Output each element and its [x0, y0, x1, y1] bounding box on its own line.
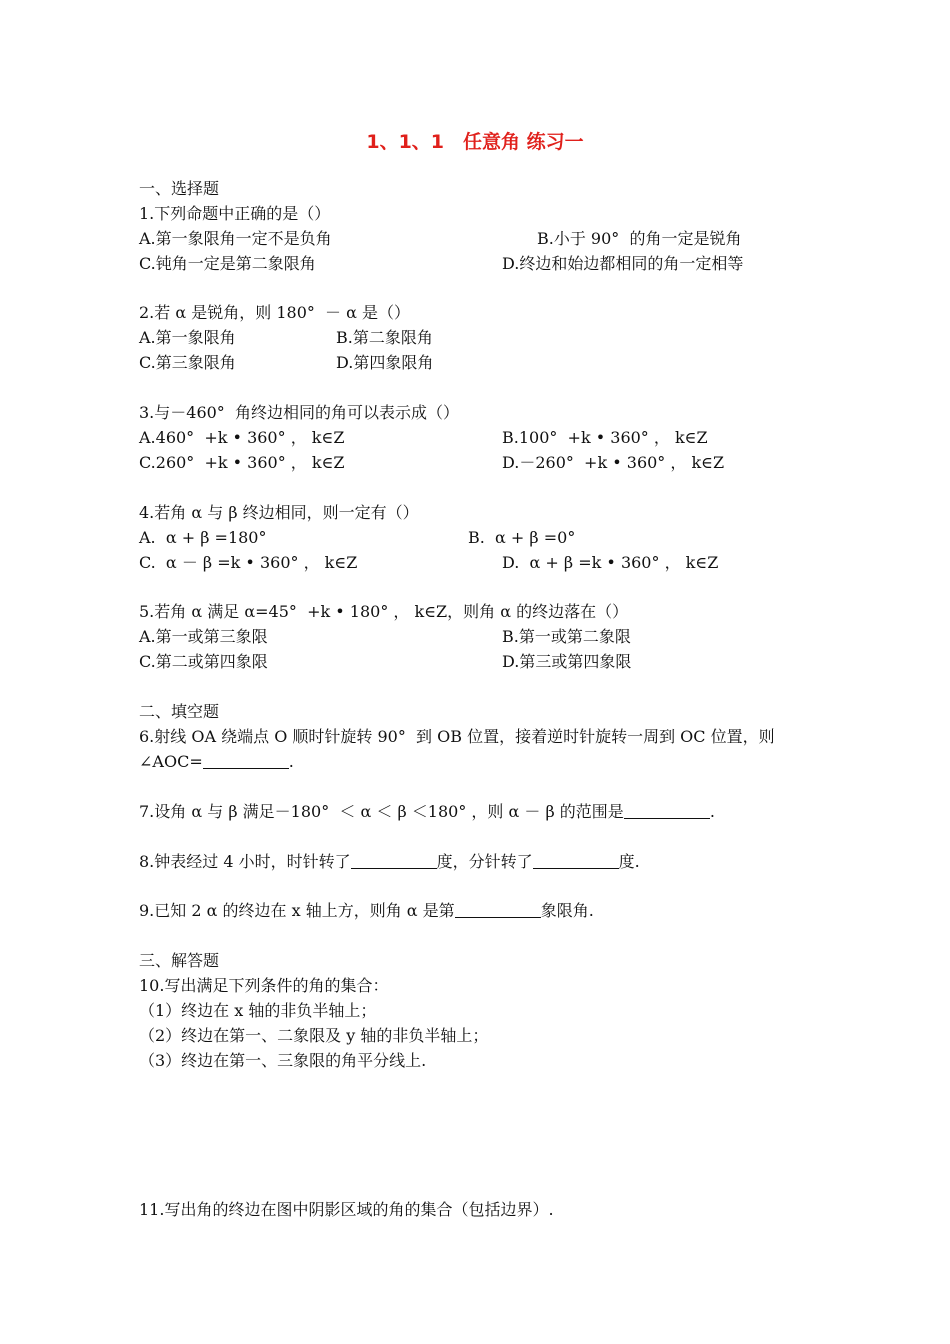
section-heading-choice: 一、选择题	[139, 179, 220, 198]
q6-angle-text: ∠AOC=	[139, 752, 203, 771]
q10-part-2: （2）终边在第一、二象限及 y 轴的非负半轴上；	[139, 1026, 489, 1045]
q2-option-a: A.第一象限角	[139, 328, 236, 347]
q5-option-d: D.第三或第四象限	[502, 652, 632, 671]
q3-option-a: A.460° +k • 360° ， k∈Z	[139, 428, 345, 447]
q5-option-b: B.第一或第二象限	[502, 627, 631, 646]
q1-stem: 1.下列命题中正确的是（）	[139, 204, 331, 223]
q7-line	[139, 801, 715, 823]
q8-text-c: 度.	[618, 852, 640, 871]
q8-text-a: 8.钟表经过 4 小时，时针转了	[139, 852, 351, 871]
q4-option-b: B. α + β =0°	[468, 528, 576, 547]
q1-option-c: C.钝角一定是第二象限角	[139, 254, 316, 273]
q11-stem: 11.写出角的终边在图中阴影区域的角的集合（包括边界）.	[139, 1200, 554, 1219]
q8-answer-blank-1	[351, 852, 437, 869]
page-title: 1、1、1 任意角 练习一	[366, 131, 584, 153]
q3-stem: 3.与－460° 角终边相同的角可以表示成（）	[139, 403, 459, 422]
q8-line	[139, 851, 640, 873]
section-heading-fill: 二、填空题	[139, 702, 220, 721]
section-heading-solve: 三、解答题	[139, 951, 220, 970]
q3-option-c: C.260° +k • 360° ， k∈Z	[139, 453, 345, 472]
q8-answer-blank-2	[533, 852, 619, 869]
q3-option-d: D.－260° +k • 360° ， k∈Z	[502, 453, 725, 472]
q4-stem: 4.若角 α 与 β 终边相同，则一定有（）	[139, 503, 419, 522]
q4-option-d: D. α + β =k • 360° ， k∈Z	[502, 553, 719, 572]
q5-stem: 5.若角 α 满足 α=45° +k • 180° ， k∈Z，则角 α 的终边落在（）	[139, 602, 629, 621]
q10-part-3: （3）终边在第一、三象限的角平分线上.	[139, 1051, 427, 1070]
q5-option-a: A.第一或第三象限	[139, 627, 268, 646]
q7-text: 7.设角 α 与 β 满足－180° ＜ α ＜ β ＜180° ，则 α － β 的范围是	[139, 802, 624, 821]
q3-option-b: B.100° +k • 360° ， k∈Z	[502, 428, 708, 447]
q4-option-a: A. α + β =180°	[139, 528, 267, 547]
q1-option-b: B.小于 90° 的角一定是锐角	[537, 229, 742, 248]
q9-answer-blank	[455, 901, 541, 918]
q6-end-text: .	[288, 752, 294, 771]
q7-answer-blank	[624, 802, 710, 819]
q9-line	[139, 900, 594, 922]
q5-option-c: C.第二或第四象限	[139, 652, 268, 671]
q1-option-a: A.第一象限角一定不是负角	[139, 229, 332, 248]
q2-stem: 2.若 α 是锐角，则 180° － α 是（）	[139, 303, 411, 322]
q9-text-b: 象限角.	[540, 901, 594, 920]
q7-end-text: .	[709, 802, 715, 821]
q2-option-d: D.第四象限角	[336, 353, 434, 372]
q2-option-b: B.第二象限角	[336, 328, 433, 347]
q10-part-1: （1）终边在 x 轴的非负半轴上；	[139, 1001, 377, 1020]
q2-option-c: C.第三象限角	[139, 353, 236, 372]
q8-text-b: 度，分针转了	[436, 852, 533, 871]
q9-text-a: 9.已知 2 α 的终边在 x 轴上方，则角 α 是第	[139, 901, 455, 920]
q6-line1: 6.射线 OA 绕端点 O 顺时针旋转 90° 到 OB 位置，接着逆时针旋转一周到 OC 位置，则	[139, 727, 775, 746]
q1-option-d: D.终边和始边都相同的角一定相等	[502, 254, 744, 273]
q4-option-c: C. α － β =k • 360° ， k∈Z	[139, 553, 358, 572]
q6-answer-blank	[203, 752, 289, 769]
q6-line2	[139, 751, 294, 773]
q10-stem: 10.写出满足下列条件的角的集合：	[139, 976, 389, 995]
